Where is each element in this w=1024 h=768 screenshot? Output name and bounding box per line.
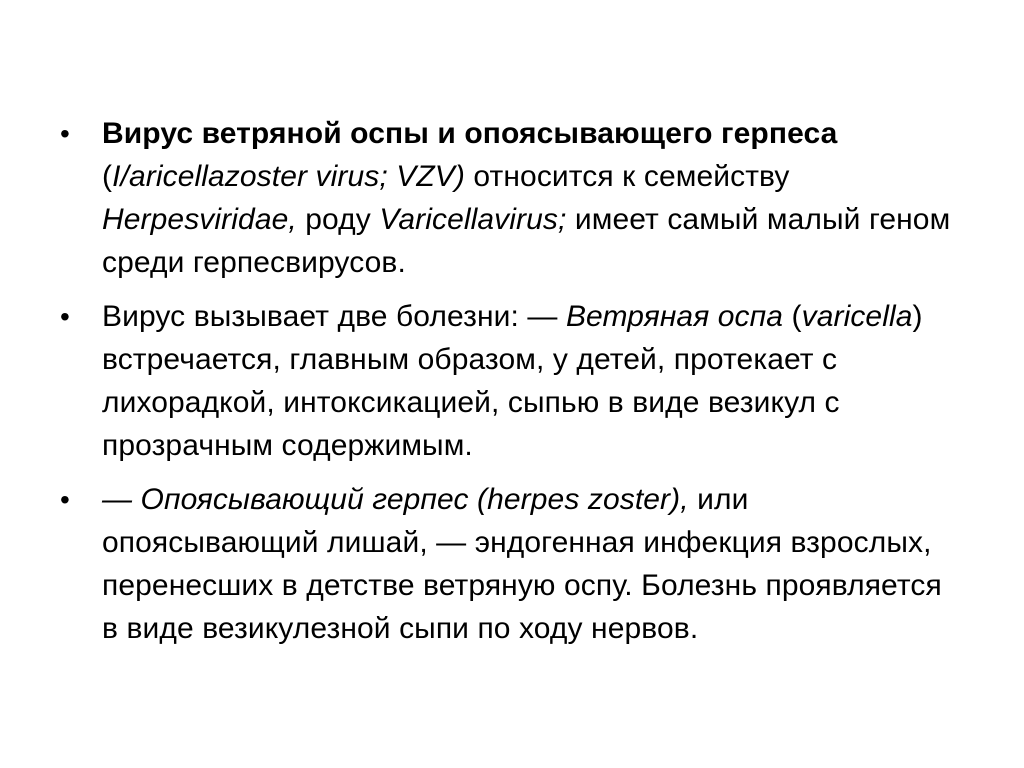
text-segment: Вирус вызывает две болезни: — [102, 300, 566, 333]
bullet-dot-icon: • [60, 118, 70, 149]
bold-text: Вирус ветряной оспы и опоясывающего герпеса [102, 117, 838, 150]
italic-text: Ветряная оспа [565, 300, 784, 333]
bullet-item-two-diseases [58, 295, 958, 467]
italic-text: Herpesviridae, [102, 203, 297, 236]
italic-text: I/aricellazoster virus; VZV) [112, 160, 465, 193]
bullet-dot-icon: • [60, 484, 70, 515]
text-segment: относится к семейству [464, 160, 790, 193]
bullet-dot-icon: • [60, 301, 70, 332]
text-segment: ( [783, 300, 802, 333]
text-segment: роду [296, 203, 380, 236]
text-segment: имеет самый малый геном среди герпесвирусов. [102, 203, 951, 279]
italic-text: — Опоясывающий герпес (herpes zoster), [102, 483, 689, 516]
bullet-item-herpes-zoster [58, 478, 958, 650]
text-segment: ) встречается, главным образом, у детей, протекает с лихорадкой, интоксикацией, сыпью в виде везикул с прозрачным содержимым. [102, 300, 923, 462]
text-segment: или опоясывающий лишай, — эндогенная инфекция взрослых, перенесших в детстве ветряную оспу. Болезнь проявляется в виде везикулезной сыпи по ходу нервов. [102, 483, 942, 645]
italic-text: Varicellavirus; [379, 203, 567, 236]
italic-text: varicella [801, 300, 913, 333]
text-segment: ( [102, 160, 113, 193]
bullet-item-varicella-zoster-virus [58, 112, 958, 284]
bullet-list [58, 112, 958, 661]
